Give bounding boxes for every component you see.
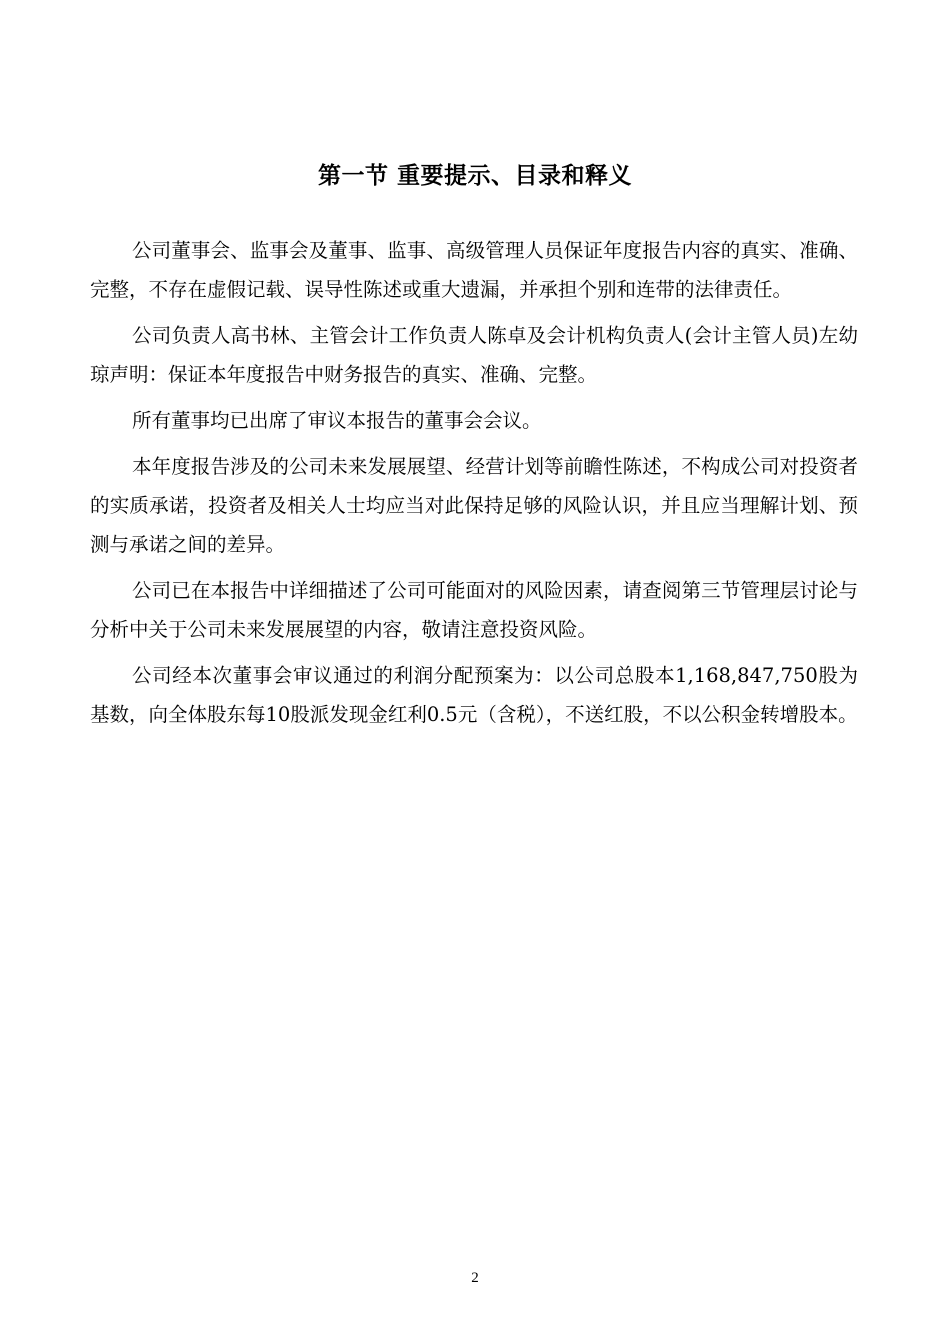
section-title: 第一节 重要提示、目录和释义 <box>317 162 632 189</box>
paragraph-board-attendance: 所有董事均已出席了审议本报告的董事会会议。 <box>132 409 542 432</box>
page-number: 2 <box>471 1270 479 1286</box>
paragraph-risk-factors: 公司已在本报告中详细描述了公司可能面对的风险因素，请查阅第三节管理层讨论与分析中关于公司未来发展展望的内容，敬请注意投资风险。 <box>90 579 858 641</box>
paragraph-responsibility-statement: 公司董事会、监事会及董事、监事、高级管理人员保证年度报告内容的真实、准确、完整，不存在虚假记载、误导性陈述或重大遗漏，并承担个别和连带的法律责任。 <box>90 239 858 301</box>
paragraph-forward-looking-statement: 本年度报告涉及的公司未来发展展望、经营计划等前瞻性陈述，不构成公司对投资者的实质承诺，投资者及相关人士均应当对此保持足够的风险认识，并且应当理解计划、预测与承诺之间的差异。 <box>90 455 858 556</box>
important-notice-body <box>90 231 858 741</box>
paragraph-profit-distribution: 公司经本次董事会审议通过的利润分配预案为：以公司总股本1,168,847,750股为基数，向全体股东每10股派发现金红利0.5元（含税），不送红股，不以公积金转增股本。 <box>90 664 858 726</box>
paragraph-financial-report-declaration: 公司负责人高书林、主管会计工作负责人陈卓及会计机构负责人(会计主管人员)左幼琼声明：保证本年度报告中财务报告的真实、准确、完整。 <box>90 324 858 386</box>
